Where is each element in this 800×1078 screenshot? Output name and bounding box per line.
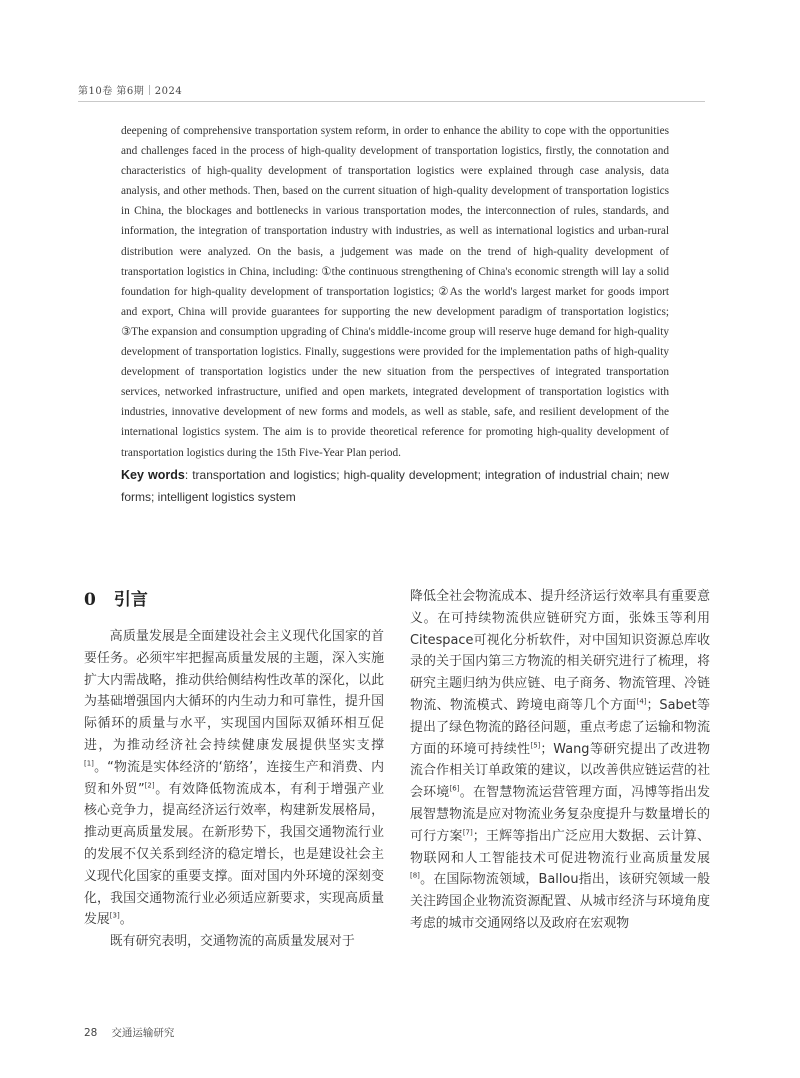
section-number: 0 [84, 590, 96, 610]
text-run: ；Wang等研究提出了改进物流合作相关订单政策的建议，以改善供应链运营的社会环境 [410, 741, 710, 801]
left-column [84, 588, 384, 953]
text-run: ；王辉等指出广泛应用大数据、云计算、物联网和人工智能技术可促进物流行业高质量发展 [410, 828, 711, 866]
header-divider [78, 101, 705, 102]
right-column [410, 586, 710, 935]
text-run: 。有效降低物流成本，有利于增强产业核心竞争力，提高经济运行效率，构建新发展格局，推动更高质量发展。在新形势下，我国交通物流行业的发展不仅关系到经济的稳定增长，也是建设社会主义现代化国家的重要支撑。面对国内外环境的深刻变化，我国交通物流行业必须适应新要求，实现高质量发展 [84, 781, 385, 928]
citation[interactable]: [2] [144, 781, 155, 790]
running-header: 第10卷 第6期｜2024 [78, 86, 183, 97]
citation[interactable]: [4] [636, 697, 647, 706]
intro-paragraph-1 [84, 626, 384, 931]
keywords-line [121, 465, 669, 509]
english-abstract [121, 121, 669, 509]
text-run: ；Sabet等提出了绿色物流的路径问题，重点考虑了运输和物流方面的环境可持续性 [410, 697, 711, 757]
section-heading [84, 588, 384, 612]
text-run: 高质量发展是全面建设社会主义现代化国家的首要任务。必须牢牢把握高质量发展的主题，深入实施扩大内需战略，推动供给侧结构性改革的深化，以此为基础增强国内大循环的内生动力和可靠性，提升国际循环的质量与水平，实现国内国际双循环相互促进，为推动经济社会持续健康发展提供坚实支撑 [84, 629, 384, 753]
text-run: 。“物流是实体经济的‘筋络’，连接生产和消费、内贸和外贸” [84, 759, 384, 797]
text-run: 降低全社会物流成本、提升经济运行效率具有重要意义。在可持续物流供应链研究方面，张姝玉等利用Citespace可视化分析软件，对中国知识资源总库收录的关于国内第三方物流的相关研究进行了梳理，将研究主题归纳为供应链、电子商务、物流管理、冷链物流、物流模式、跨境电商等几个方面 [410, 589, 710, 713]
citation[interactable]: [1] [84, 759, 94, 768]
citation[interactable]: [8] [410, 872, 420, 881]
keywords-label: Key words [121, 467, 185, 482]
abstract-text: deepening of comprehensive transportation system reform, in order to enhance the ability to cope with the opportunities and challenges faced in the process of high-quality development of transportation logistics, firstly, the connotation and characteristics of high-quality development of transportation logistics were explained through case analysis, data analysis, and other methods. Then, based on the current situation of high-quality development of transportation logistics in China, the blockages and bottlenecks in various transportation modes, the interconnection of rules, standards, and information, the integration of transportation industry with industries, as well as international logistics and urban-rural distribution were analyzed. On the basis, a judgement was made on the trend of high-quality development of transportation logistics in China, including: ①the continuous strengthening of China's economic strength will lay a solid foundation for high-quality development of transportation logistics; ②As the world's largest market for goods import and export, China will provide guarantees for supporting the new development paradigm of transportation logistics; ③The expansion and consumption upgrading of China's middle-income group will reserve huge demand for high-quality development of transportation logistics. Finally, suggestions were provided for the implementation paths of high-quality development of transportation logistics under the new situation from the perspectives of integrated transportation services, networked infrastructure, unified and open markets, integrated development of transportation logistics with industries, innovative development of new forms and models, as well as stable, safe, and resilient development of the international logistics system. The aim is to provide theoretical reference for promoting high-quality development of transportation logistics during the 15th Five-Year Plan period. [121, 125, 669, 459]
citation[interactable]: [5] [530, 741, 541, 750]
citation[interactable]: [3] [109, 912, 120, 921]
intro-paragraph-2-continued [410, 586, 710, 935]
citation[interactable]: [7] [462, 828, 473, 837]
text-run: 。在智慧物流运营管理方面，冯博等指出发展智慧物流是应对物流业务复杂度提升与数量增长的可行方案 [410, 785, 711, 844]
text-run: 。 [119, 912, 133, 928]
keywords-text: : transportation and logistics; high-quality development; integration of industrial chain; new forms; intelligent logistics system [121, 467, 670, 504]
citation[interactable]: [6] [449, 784, 460, 793]
page-footer [84, 1025, 174, 1040]
section-title: 引言 [113, 590, 148, 610]
text-run: 。在国际物流领域，Ballou指出，该研究领域一般关注跨国企业物流资源配置、从城市经济与环境角度考虑的城市交通网络以及政府在宏观物 [410, 872, 710, 931]
page-number: 28 [84, 1027, 98, 1039]
intro-paragraph-2: 既有研究表明，交通物流的高质量发展对于 [109, 934, 355, 950]
journal-name: 交通运输研究 [111, 1027, 175, 1039]
